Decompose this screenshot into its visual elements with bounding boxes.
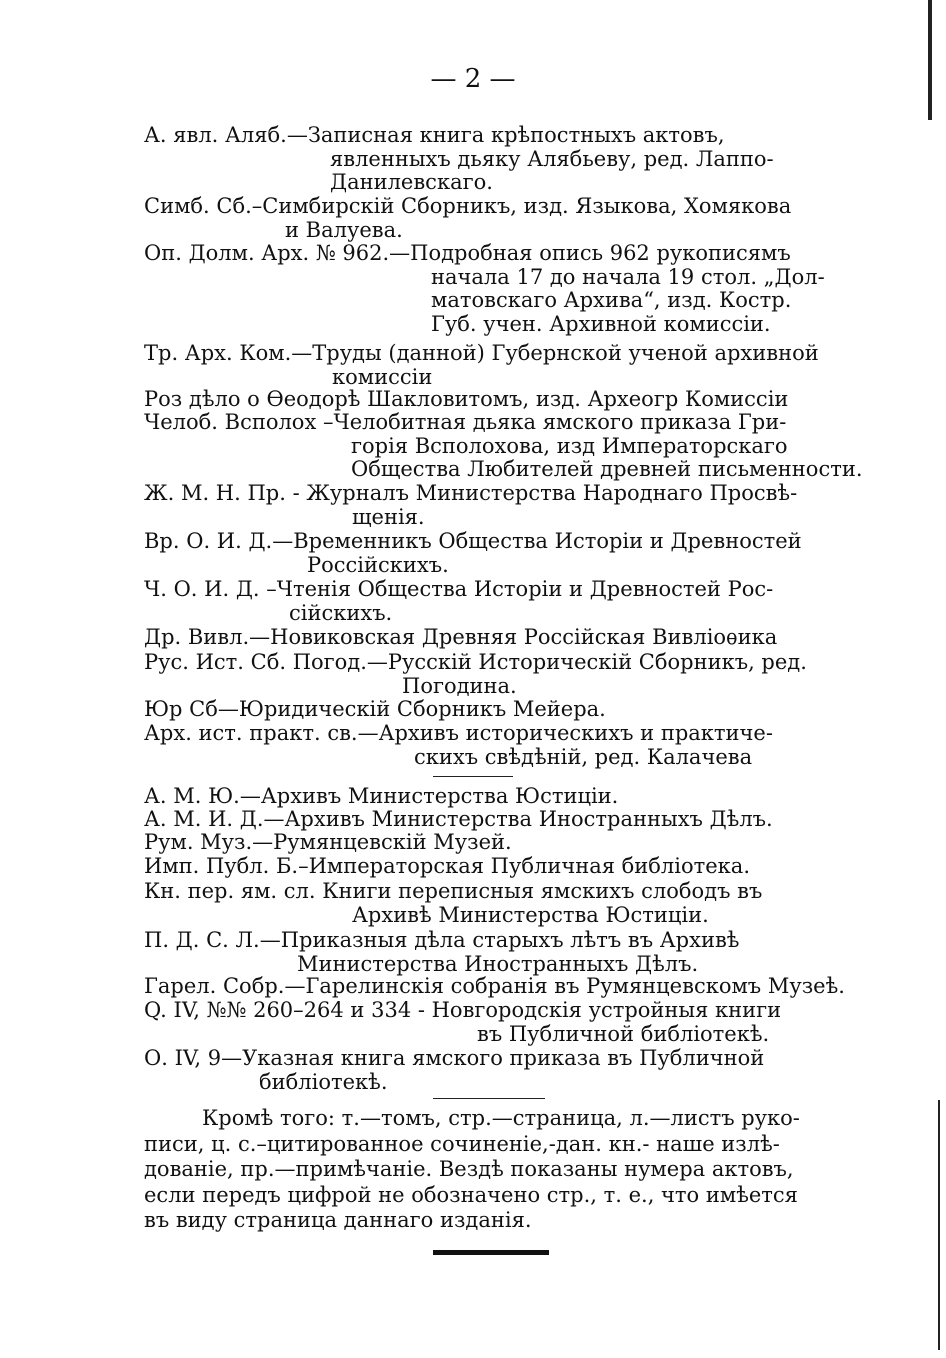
scan-edge-mark [928, 0, 932, 120]
abbreviation-entry [144, 482, 834, 529]
abbreviation-continuation: Архивѣ Министерства Юстиціи. [352, 902, 709, 927]
abbreviation-continuation: горія Всполохова, изд Императорскаго [351, 433, 788, 458]
abbreviation-line: П. Д. С. Л.—Приказныя дѣла старыхъ лѣтъ въ Архивѣ [144, 928, 740, 952]
abbreviation-continuation: Россійскихъ. [307, 552, 449, 577]
abbreviation-continuation: Министерства Иностранныхъ Дѣлъ. [297, 951, 699, 976]
abbreviation-continuation: явленныхъ дьяку Алябьеву, ред. Лаппо- [330, 146, 774, 171]
abbreviation-continuation: въ Публичной библіотекѣ. [477, 1021, 770, 1046]
abbreviation-line: Рум. Муз.—Румянцевскій Музей. [144, 830, 512, 854]
section-divider [433, 1098, 545, 1099]
note-line: въ виду страница даннаго изданія. [144, 1208, 532, 1232]
abbreviation-entry [144, 626, 834, 650]
abbreviation-line: Кн. пер. ям. сл. Книги переписныя ямскихъ слободъ въ [144, 879, 763, 903]
abbreviation-line: Гарел. Собр.—Гарелинскія собранія въ Румянцевскомъ Музеѣ. [144, 974, 845, 998]
abbreviation-continuation: комиссіи [332, 364, 433, 389]
end-rule [433, 1250, 549, 1255]
abbreviation-entry [144, 880, 834, 927]
abbreviation-continuation: библіотекѣ. [259, 1069, 388, 1094]
abbreviation-entry [144, 410, 863, 482]
abbreviation-line: Ж. М. Н. Пр. - Журналъ Министерства Народнаго Просвѣ- [144, 481, 798, 505]
abbreviation-line: Арх. ист. практ. св.—Архивъ историческихъ и практиче- [144, 721, 773, 745]
abbreviation-line: А. явл. Аляб.—Записная книга крѣпостныхъ актовъ, [144, 123, 725, 147]
abbreviation-entry [144, 578, 834, 625]
abbreviation-line: Тр. Арх. Ком.—Труды (данной) Губернской ученой архивной [144, 341, 819, 365]
abbreviation-continuation: и Валуева. [285, 217, 403, 242]
abbreviation-line: А. М. Ю.—Архивъ Министерства Юстиціи. [144, 784, 619, 808]
abbreviation-entry [144, 974, 845, 999]
abbreviation-line: Юр Сб—Юридическій Сборникъ Мейера. [144, 697, 606, 721]
abbreviation-line: Имп. Публ. Б.–Императорская Публичная библіотека. [144, 854, 750, 878]
abbreviation-continuation: сійскихъ. [289, 600, 393, 625]
section-divider [433, 776, 513, 777]
abbreviation-entry [144, 388, 834, 412]
abbreviation-continuation: Данилевскаго. [330, 170, 493, 194]
note-line: дованіе, пр.—примѣчаніе. Вездѣ показаны нумера актовъ, [144, 1157, 794, 1181]
abbreviation-line: О. IV, 9—Указная книга ямского приказа въ Публичной [144, 1046, 765, 1070]
abbreviation-entry [144, 722, 834, 769]
abbreviation-entry [144, 195, 834, 242]
abbreviation-entry [144, 831, 834, 855]
scan-edge-mark [938, 1100, 940, 1350]
abbreviation-continuation: Погодина. [402, 673, 517, 698]
abbreviation-note [144, 1106, 834, 1234]
abbreviation-line: Роз дѣло о Ѳеодорѣ Шакловитомъ, изд. Археогр Комиссіи [144, 387, 789, 411]
abbreviation-entry [144, 698, 834, 722]
abbreviation-entry [144, 530, 834, 577]
abbreviation-line: Симб. Сб.–Симбирскій Сборникъ, изд. Языкова, Хомякова [144, 194, 792, 218]
page-number: — 2 — [430, 64, 516, 94]
abbreviation-entry [144, 785, 834, 809]
abbreviation-entry [144, 999, 834, 1046]
abbreviation-continuation: начала 17 до начала 19 стол. „Дол- [431, 264, 825, 289]
abbreviation-entry [144, 651, 834, 698]
note-line: писи, ц. с.–цитированное сочиненіе,-дан. кн.- наше излѣ- [144, 1131, 780, 1156]
abbreviation-line: Рус. Ист. Сб. Погод.—Русскій Историческій Сборникъ, ред. [144, 650, 807, 674]
abbreviation-continuation: Губ. учен. Архивной комиссіи. [431, 311, 771, 336]
abbreviation-line: Оп. Долм. Арх. № 962.—Подробная опись 962 рукописямъ [144, 241, 791, 265]
abbreviation-continuation: щенія. [352, 504, 425, 529]
abbreviation-continuation: скихъ свѣдѣній, ред. Калачева [414, 744, 753, 769]
abbreviation-line: А. М. И. Д.—Архивъ Министерства Иностранныхъ Дѣлъ. [144, 807, 773, 831]
abbreviation-entry [144, 929, 834, 976]
abbreviation-line: Q. IV, №№ 260–264 и 334 - Новгородскія устройныя книги [144, 998, 782, 1022]
abbreviation-line: Др. Вивл.—Новиковская Древняя Россійская Вивліоѳика [144, 625, 778, 649]
abbreviation-entry [144, 808, 834, 832]
abbreviation-line: Челоб. Всполох –Челобитная дьяка ямского приказа Гри- [144, 410, 787, 434]
note-line: если передъ цифрой не обозначено стр., т. е., что имѣется [144, 1182, 798, 1207]
abbreviation-continuation: Общества Любителей древней письменности. [351, 457, 863, 481]
abbreviation-entry [144, 124, 834, 195]
abbreviation-line: Ч. О. И. Д. –Чтенія Общества Исторіи и Древностей Рос- [144, 577, 774, 601]
abbreviation-entry [144, 855, 834, 879]
abbreviation-continuation: матовскаго Архива“, изд. Костр. [431, 288, 792, 312]
abbreviation-entry [144, 342, 834, 389]
note-line: Кромѣ того: т.—томъ, стр.—страница, л.—листъ руко- [202, 1106, 800, 1130]
abbreviation-entry [144, 1047, 834, 1094]
abbreviation-line: Вр. О. И. Д.—Временникъ Общества Исторіи и Древностей [144, 529, 802, 553]
abbreviation-entry [144, 242, 834, 336]
